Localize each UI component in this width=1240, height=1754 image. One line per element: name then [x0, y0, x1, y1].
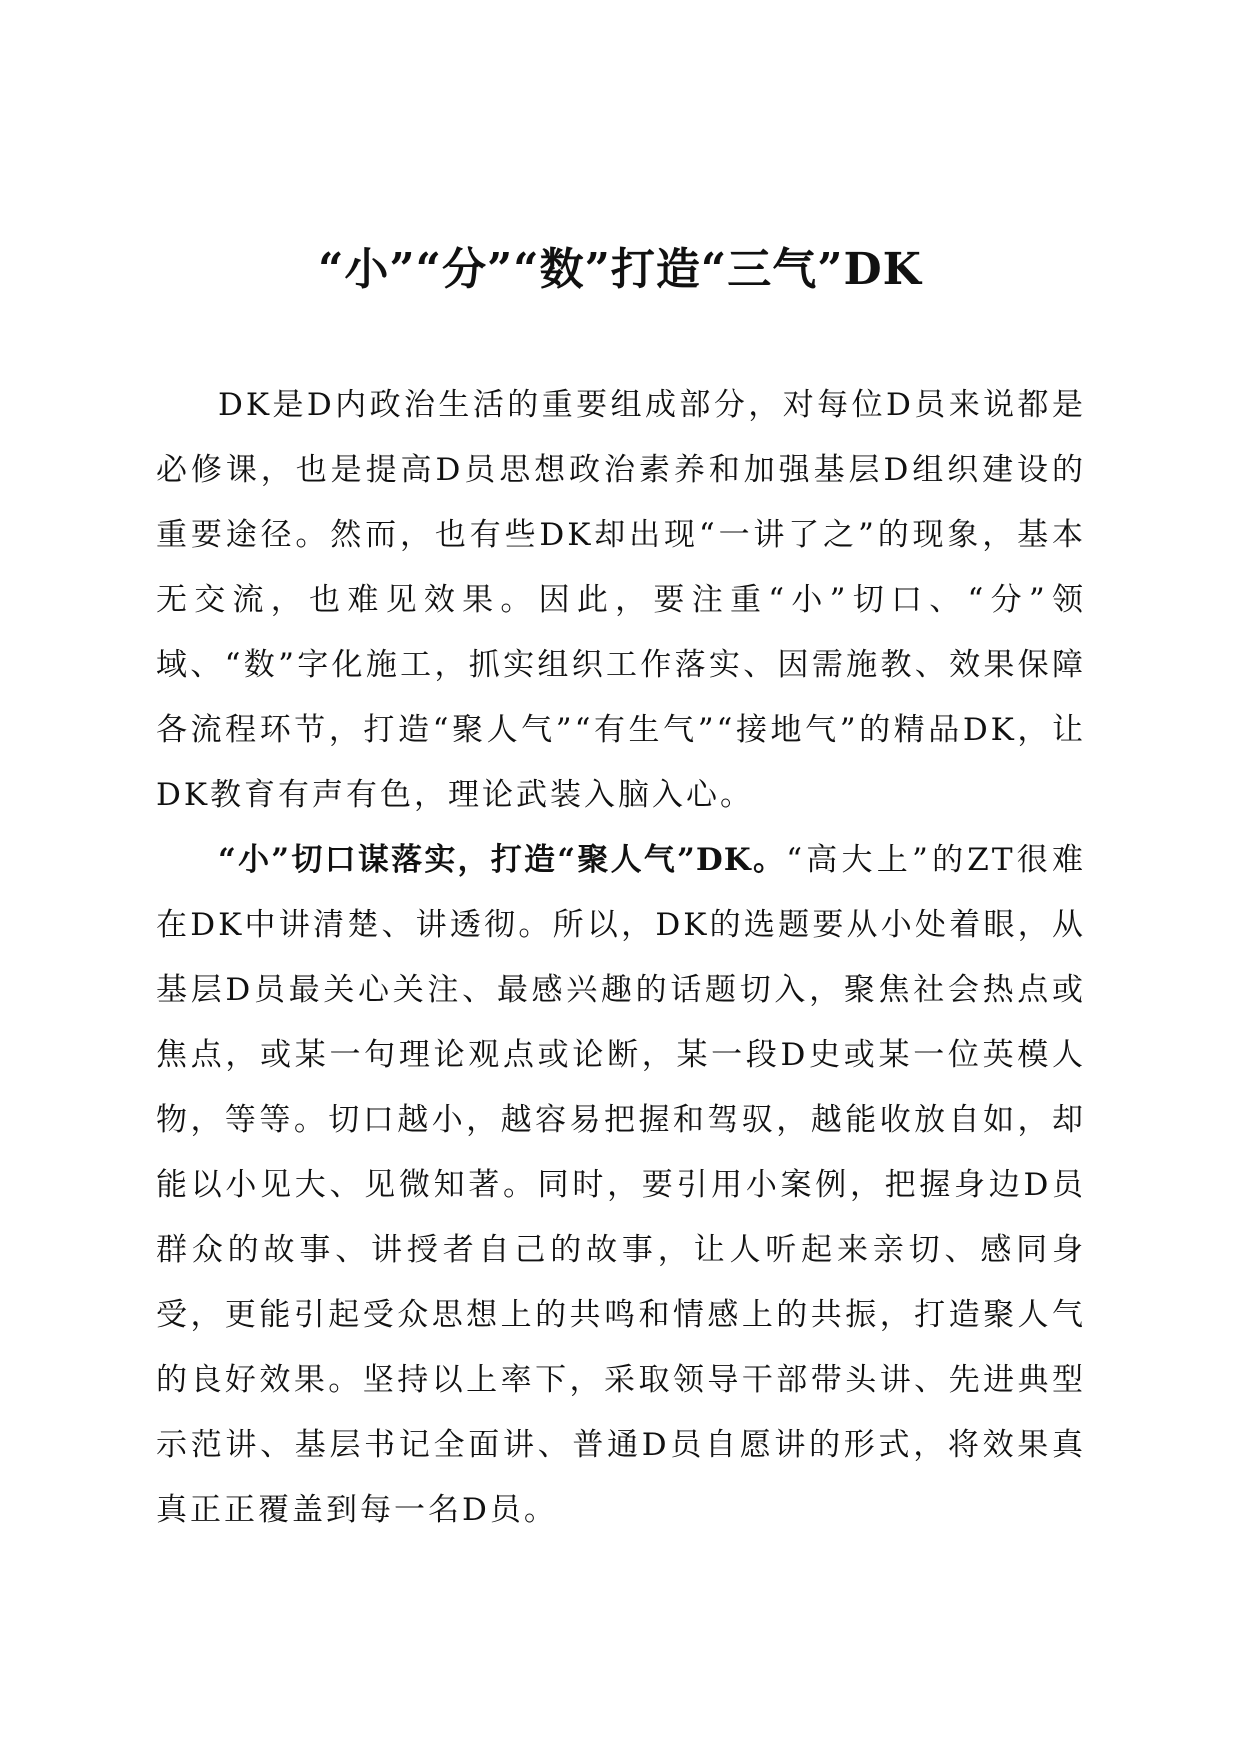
document-title: “小”“分”“数”打造“三气”DK — [318, 244, 922, 295]
paragraph-intro: DK是D内政治生活的重要组成部分，对每位D员来说都是必修课，也是提高D员思想政治素养和加强基层D组织建设的重要途径。然而，也有些DK却出现“一讲了之”的现象，基本无交流，也难见效果。因此，要注重“小”切口、“分”领域、“数”字化施工，抓实组织工作落实、因需施教、效果保障各流程环节，打造“聚人气”“有生气”“接地气”的精品DK，让DK教育有声有色，理论武装入脑入心。 — [156, 387, 1086, 813]
section-body: “高大上”的ZT很难在DK中讲清楚、讲透彻。所以，DK的选题要从小处着眼，从基层D员最关心关注、最感兴趣的话题切入，聚焦社会热点或焦点，或某一句理论观点或论断，某一段D史或某一位英模人物，等等。切口越小，越容易把握和驾驭，越能收放自如，却能以小见大、见微知著。同时，要引用小案例，把握身边D员群众的故事、讲授者自己的故事，让人听起来亲切、感同身受，更能引起受众思想上的共鸣和情感上的共振，打造聚人气的良好效果。坚持以上率下，采取领导干部带头讲、先进典型示范讲、基层书记全面讲、普通D员自愿讲的形式，将效果真真正正覆盖到每一名D员。 — [156, 842, 1086, 1528]
document-body — [156, 373, 1086, 1543]
section-heading: “小”切口谋落实，打造“聚人气”DK。 — [218, 842, 787, 878]
paragraph-section-1 — [156, 828, 1086, 1543]
